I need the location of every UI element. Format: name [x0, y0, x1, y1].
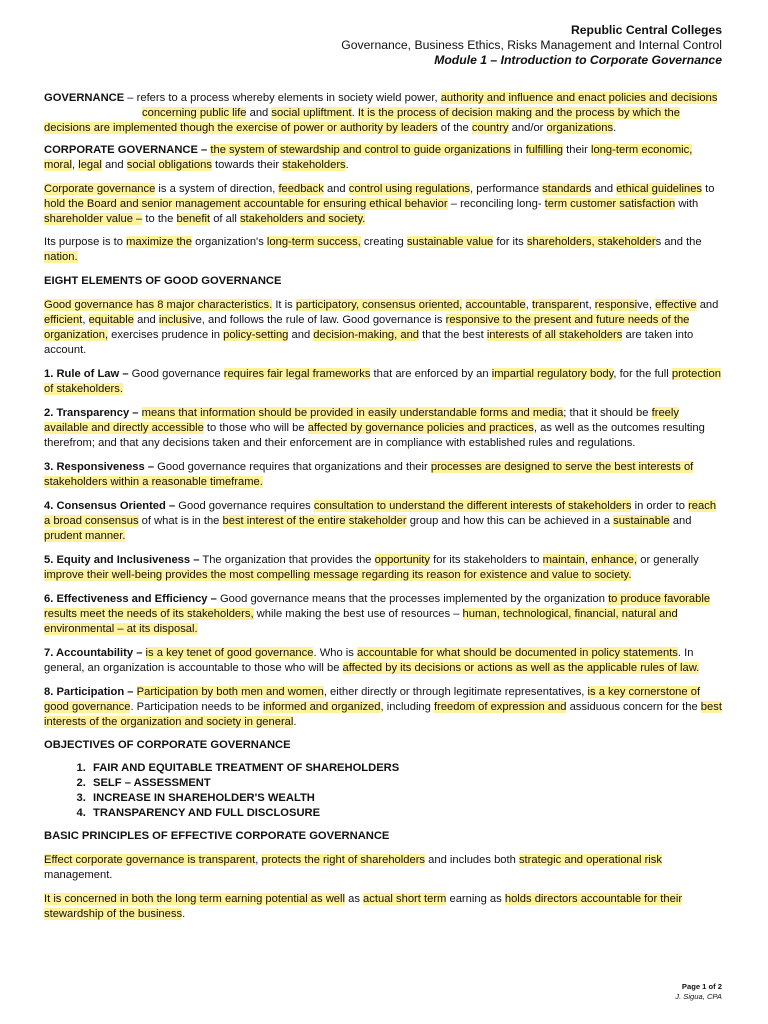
- element-title: 6. Effectiveness and Efficiency –: [44, 593, 217, 605]
- text: and: [669, 515, 692, 527]
- highlight: to produce favorable results meet the needs of its stakeholders,: [44, 593, 711, 620]
- text: Good governance requires: [175, 500, 314, 512]
- highlight: long-term economic, moral: [44, 144, 693, 171]
- highlight: maximize the: [126, 236, 192, 248]
- text: , performance: [470, 183, 543, 195]
- text: group and how this can be achieved in a: [406, 515, 614, 527]
- highlight: consultation to understand the different interests of stakeholders: [313, 500, 632, 512]
- text: of the: [437, 122, 472, 134]
- element-responsiveness: [44, 460, 724, 490]
- highlight: social obligations: [126, 159, 212, 171]
- highlight: freely available and directly accessible: [44, 407, 679, 434]
- text: with: [675, 198, 699, 210]
- text: assiduous concern for the: [566, 701, 701, 713]
- text: – refers to a process whereby elements in society wield power,: [124, 92, 441, 104]
- highlight: benefit: [176, 213, 211, 225]
- text: ve, and follows the rule of law. Good governance is: [189, 314, 446, 326]
- text: and: [696, 299, 719, 311]
- highlight: transpare: [531, 299, 580, 311]
- highlight: country: [471, 122, 509, 134]
- highlight: reach a broad consensus: [44, 500, 717, 527]
- highlight: impartial regulatory body: [491, 368, 614, 380]
- text: and: [591, 183, 617, 195]
- highlight: means that information should be provided in easily understandable forms and media: [141, 407, 564, 419]
- text: management.: [44, 869, 113, 881]
- text: The organization that provides the: [199, 554, 375, 566]
- highlight: affected by its decisions or actions as well as the applicable rules of law.: [342, 662, 700, 674]
- text: .: [351, 107, 358, 119]
- highlight: Corporate governance: [44, 183, 156, 195]
- element-title: 5. Equity and Inclusiveness –: [44, 554, 200, 566]
- element-title: 1. Rule of Law –: [44, 368, 129, 380]
- element-effectiveness-efficiency: [44, 592, 724, 637]
- highlight: fulfilling: [525, 144, 564, 156]
- module-title: Module 1 – Introduction to Corporate Governance: [434, 53, 722, 67]
- highlight: responsive to the present and future needs of the organization,: [44, 314, 690, 341]
- highlight: Participation by both men and women: [136, 686, 324, 698]
- highlight: best interest of the entire stakeholder: [222, 515, 407, 527]
- author-credit: J. Sigua, CPA: [675, 992, 722, 1001]
- text: , for the full: [613, 368, 672, 380]
- principle-transparency: [44, 853, 724, 883]
- text: or generally: [637, 554, 699, 566]
- highlight: feedback: [278, 183, 324, 195]
- section-heading-principles: BASIC PRINCIPLES OF EFFECTIVE CORPORATE GOVERNANCE: [44, 830, 390, 842]
- highlight: human, technological, financial, natural and environmental – at its disposal.: [44, 608, 678, 635]
- course-subject: Governance, Business Ethics, Risks Management and Internal Control: [341, 38, 722, 52]
- highlight: shareholders, stakeholder: [526, 236, 656, 248]
- text: to: [702, 183, 715, 195]
- page-number: Page 1 of 2: [681, 982, 722, 991]
- highlight: inclusi: [158, 314, 190, 326]
- highlight: It is the process of decision making and the process by which the decisions are implemented though the exercise of power or authority by leaders: [44, 107, 680, 134]
- text: is a system of direction,: [155, 183, 279, 195]
- text: as: [345, 893, 364, 905]
- element-rule-of-law: [44, 367, 724, 397]
- highlight: hold the Board and senior management accountable for ensuring ethical behavior: [44, 198, 448, 210]
- text: .: [345, 159, 349, 171]
- element-title: 3. Responsiveness –: [44, 461, 155, 473]
- text: , as well as the outcomes resulting therefrom; and that any decisions taken and their enforcement are in compliance with established rules and regulations.: [44, 422, 705, 449]
- highlight: accountable for what should be documented in policy statements: [357, 647, 678, 659]
- list-item: 4. TRANSPARENCY AND FULL DISCLOSURE: [89, 806, 724, 821]
- highlight: responsi: [594, 299, 638, 311]
- highlight: Good governance has 8 major characteristics.: [44, 299, 273, 311]
- governance-definition: [44, 91, 724, 136]
- highlight: shareholder value –: [44, 213, 143, 225]
- section-heading-eight-elements: EIGHT ELEMENTS OF GOOD GOVERNANCE: [44, 275, 282, 287]
- text: Good governance means that the processes implemented by the organization: [216, 593, 609, 605]
- text: ,: [525, 299, 532, 311]
- element-title: 2. Transparency –: [44, 407, 139, 419]
- text: Good governance: [128, 368, 224, 380]
- highlight: enhance,: [591, 554, 638, 566]
- text: ,: [255, 854, 262, 866]
- text: creating: [360, 236, 407, 248]
- text: . In general, an organization is accountable to those who will be: [44, 647, 694, 674]
- highlight: maintain: [542, 554, 585, 566]
- text: towards their: [211, 159, 283, 171]
- highlight: opportunity: [374, 554, 430, 566]
- highlight: ethical guidelines: [616, 183, 703, 195]
- text: for its: [493, 236, 527, 248]
- text: for its stakeholders to: [430, 554, 543, 566]
- text: – reconciling long-: [447, 198, 545, 210]
- highlight: participatory, consensus oriented,: [295, 299, 463, 311]
- highlight: protects the right of shareholders: [261, 854, 426, 866]
- highlight: accountable: [465, 299, 526, 311]
- text: and/or: [508, 122, 547, 134]
- document-body: [44, 91, 724, 922]
- highlight: strategic and operational risk: [518, 854, 662, 866]
- highlight: improve their well-being provides the most compelling message regarding its reason for existence and value to society.: [44, 569, 632, 581]
- text: and includes both: [425, 854, 519, 866]
- text: ,: [71, 159, 79, 171]
- college-name: Republic Central Colleges: [570, 23, 722, 37]
- text: in order to: [631, 500, 689, 512]
- text: in: [510, 144, 526, 156]
- highlight: social upliftment: [271, 107, 352, 119]
- text: nt,: [579, 299, 595, 311]
- highlight: stakeholders: [282, 159, 346, 171]
- element-consensus-oriented: [44, 499, 724, 544]
- text: ; that it should be: [563, 407, 652, 419]
- indent: [44, 107, 142, 119]
- text: Good governance requires that organizations and their: [154, 461, 431, 473]
- text: while making the best use of resources –: [253, 608, 463, 620]
- highlight: protection of stakeholders.: [44, 368, 721, 395]
- text: ,: [82, 314, 89, 326]
- text: to those who will be: [203, 422, 308, 434]
- highlight: freedom of expression and: [434, 701, 567, 713]
- text: , including: [380, 701, 434, 713]
- term: CORPORATE GOVERNANCE –: [44, 144, 208, 156]
- term: GOVERNANCE: [44, 92, 125, 104]
- list-item: 1. FAIR AND EQUITABLE TREATMENT OF SHAREHOLDERS: [89, 761, 724, 776]
- text: Its purpose is to: [44, 236, 127, 248]
- highlight: informed and organized: [262, 701, 381, 713]
- text: of all: [210, 213, 240, 225]
- highlight: equitable: [88, 314, 134, 326]
- text: that are enforced by an: [370, 368, 492, 380]
- text: , either directly or through legitimate representatives,: [323, 686, 588, 698]
- text: and: [323, 183, 349, 195]
- text: .: [182, 908, 186, 920]
- corporate-governance-system: [44, 182, 724, 227]
- text: .: [293, 716, 297, 728]
- highlight: stakeholders and society.: [239, 213, 366, 225]
- text: . Who is: [313, 647, 357, 659]
- page-footer: [675, 982, 722, 1002]
- principle-earnings: [44, 892, 724, 922]
- highlight: Effect corporate governance is transparent: [44, 854, 256, 866]
- element-participation: [44, 685, 724, 730]
- highlight: control using regulations: [348, 183, 471, 195]
- corporate-governance-definition: [44, 143, 724, 173]
- text: their: [563, 144, 591, 156]
- text: and: [288, 329, 314, 341]
- element-equity-inclusiveness: [44, 553, 724, 583]
- highlight: nation.: [44, 251, 78, 263]
- text: organization's: [192, 236, 267, 248]
- highlight: policy-setting: [223, 329, 289, 341]
- highlight: holds directors accountable for their stewardship of the business: [44, 893, 683, 920]
- text: . Participation needs to be: [130, 701, 263, 713]
- highlight: affected by governance policies and practices: [307, 422, 534, 434]
- text: ve,: [637, 299, 656, 311]
- highlight: legal: [78, 159, 102, 171]
- highlight: effective: [655, 299, 697, 311]
- text: that the best: [419, 329, 487, 341]
- highlight: concerning public life: [142, 107, 247, 119]
- text: and: [101, 159, 127, 171]
- highlight: best interests of the organization and society in general: [44, 701, 722, 728]
- highlight: processes are designed to serve the best interests of stakeholders within a reasonable timeframe.: [44, 461, 694, 488]
- element-title: 4. Consensus Oriented –: [44, 500, 176, 512]
- text: to the: [142, 213, 177, 225]
- highlight: It is concerned in both the long term earning potential as well: [44, 893, 345, 905]
- text: of what is in the: [138, 515, 223, 527]
- element-title: 8. Participation –: [44, 686, 134, 698]
- text: and: [246, 107, 272, 119]
- text: earning as: [446, 893, 505, 905]
- highlight: sustainable value: [406, 236, 494, 248]
- highlight: actual short term: [363, 893, 447, 905]
- text: .: [613, 122, 617, 134]
- element-accountability: [44, 646, 724, 676]
- highlight: interests of all stakeholders: [486, 329, 623, 341]
- element-title: 7. Accountability –: [44, 647, 143, 659]
- text: are taken into account.: [44, 329, 694, 356]
- highlight: long-term success,: [266, 236, 361, 248]
- text: s and the: [655, 236, 702, 248]
- list-item: 3. INCREASE IN SHAREHOLDER'S WEALTH: [89, 791, 724, 806]
- text: ,: [584, 554, 592, 566]
- objectives-list: [44, 761, 724, 821]
- text: It is: [272, 299, 296, 311]
- highlight: is a key cornerstone of good governance: [44, 686, 701, 713]
- purpose-paragraph: [44, 235, 724, 265]
- highlight: term customer satisfaction: [544, 198, 676, 210]
- highlight: efficient: [44, 314, 83, 326]
- list-item: 2. SELF – ASSESSMENT: [89, 776, 724, 791]
- highlight: authority and influence and enact policies and decisions: [440, 92, 718, 104]
- highlight: decision-making, and: [313, 329, 420, 341]
- highlight: prudent manner.: [44, 530, 126, 542]
- highlight: requires fair legal frameworks: [223, 368, 371, 380]
- text: exercises prudence in: [108, 329, 224, 341]
- eight-elements-intro: [44, 298, 724, 358]
- highlight: organizations: [546, 122, 614, 134]
- highlight: standards: [542, 183, 592, 195]
- page-header: [341, 23, 722, 68]
- element-transparency: [44, 406, 724, 451]
- text: and: [134, 314, 159, 326]
- highlight: is a key tenet of good governance: [145, 647, 314, 659]
- highlight: the system of stewardship and control to guide organizations: [210, 144, 511, 156]
- section-heading-objectives: OBJECTIVES OF CORPORATE GOVERNANCE: [44, 739, 291, 751]
- highlight: sustainable: [613, 515, 670, 527]
